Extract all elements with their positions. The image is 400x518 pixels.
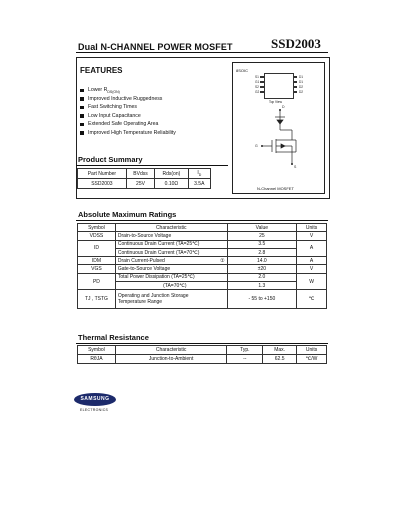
schematic-caption: N-Channel MOSFET xyxy=(257,186,294,191)
thermal-table xyxy=(77,345,327,364)
table-cell: - 55 to +150 xyxy=(227,290,297,309)
table-cell: VDSS xyxy=(78,232,116,240)
product-summary-table xyxy=(77,168,211,189)
table-header-cell: BVdss xyxy=(126,169,154,179)
table-cell: SSD2003 xyxy=(78,179,127,189)
table-header-cell: Characteristic xyxy=(115,224,227,232)
table-header-row xyxy=(78,346,327,355)
table-header-cell: Value xyxy=(227,224,297,232)
table-cell: Continuous Drain Current (TA=70℃) xyxy=(115,248,227,256)
table-header-cell: Part Number xyxy=(78,169,127,179)
table-cell: ℃ xyxy=(297,290,327,309)
pin-label: D1 xyxy=(299,80,304,84)
pin-label: S1 xyxy=(255,75,259,79)
table-cell: 25V xyxy=(126,179,154,189)
table-header-cell: Typ. xyxy=(227,346,263,355)
table-cell: 25 xyxy=(227,232,297,240)
table-cell: TJ , TSTG xyxy=(78,290,116,309)
table-cell: W xyxy=(297,273,327,290)
table-header-cell: $I_D$ xyxy=(188,169,210,179)
table-row xyxy=(78,248,327,256)
pin-label: G2 xyxy=(255,90,260,94)
table-header-cell: Symbol xyxy=(78,224,116,232)
feature-item: Low Input Capacitance xyxy=(80,112,176,121)
table-cell: 0.10Ω xyxy=(155,179,188,189)
table-header-cell: Units xyxy=(297,224,327,232)
table-row xyxy=(78,179,211,189)
table-header-row xyxy=(78,169,211,179)
part-number: SSD2003 xyxy=(271,36,321,51)
logo-subtext: ELECTRONICS xyxy=(80,408,109,412)
top-view-label: Top View xyxy=(269,100,282,104)
feature-item: Fast Switching Times xyxy=(80,103,176,112)
pin-label: D1 xyxy=(299,75,304,79)
table-cell: PD xyxy=(78,273,116,290)
abs-max-heading: Absolute Maximum Ratings xyxy=(78,210,177,219)
table-header-row xyxy=(78,224,327,232)
table-cell: Drain Current-Pulsed ① xyxy=(115,257,227,265)
feature-item: Improved High Temperature Reliability xyxy=(80,129,176,138)
table-cell: 14.0 xyxy=(227,257,297,265)
table-cell: Junction-to-Ambient xyxy=(115,355,227,364)
schematic-drain-label: D xyxy=(282,105,285,109)
table-cell: Drain-to-Source Voltage xyxy=(115,232,227,240)
logo-mark: SAMSUNG xyxy=(74,393,116,406)
pin-label: D2 xyxy=(299,90,304,94)
table-cell: VGS xyxy=(78,265,116,273)
table-cell: ID xyxy=(78,240,116,257)
table-row xyxy=(78,273,327,281)
table-cell: ℃/W xyxy=(297,355,327,364)
pin-label: D2 xyxy=(299,85,304,89)
table-cell: 62.5 xyxy=(263,355,297,364)
thermal-rule xyxy=(76,343,328,344)
abs-max-rule xyxy=(76,220,328,221)
table-cell: 3.5A xyxy=(188,179,210,189)
table-header-cell: Rds(on) xyxy=(155,169,188,179)
samsung-logo xyxy=(74,393,116,412)
table-header-cell: Symbol xyxy=(78,346,116,355)
pin-label: S2 xyxy=(255,85,259,89)
table-cell: 2.0 xyxy=(227,273,297,281)
schematic-source-label: S xyxy=(294,165,297,169)
product-summary-rule xyxy=(76,165,228,166)
feature-item: Extended Safe Operating Area xyxy=(80,120,176,129)
table-cell: 2.8 xyxy=(227,248,297,256)
table-row xyxy=(78,290,327,309)
table-cell: ±20 xyxy=(227,265,297,273)
table-cell: Operating and Junction Storage Temperature Range xyxy=(115,290,227,309)
table-cell: -- xyxy=(227,355,263,364)
table-header-cell: Max. xyxy=(263,346,297,355)
schematic-gate-label: G xyxy=(255,144,258,148)
table-header-cell: Units xyxy=(297,346,327,355)
table-cell: V xyxy=(297,265,327,273)
table-cell: 3.5 xyxy=(227,240,297,248)
table-cell: A xyxy=(297,240,327,257)
table-row xyxy=(78,355,327,364)
document-title: Dual N-CHANNEL POWER MOSFET xyxy=(78,42,233,52)
table-row xyxy=(78,282,327,290)
table-cell: IDM xyxy=(78,257,116,265)
product-summary-heading: Product Summary xyxy=(78,155,143,164)
feature-item: Improved Inductive Ruggedness xyxy=(80,95,176,104)
table-row xyxy=(78,265,327,273)
table-cell: A xyxy=(297,257,327,265)
package-label: 8SOIC xyxy=(236,68,249,73)
thermal-heading: Thermal Resistance xyxy=(78,333,149,342)
abs-max-table xyxy=(77,223,327,309)
table-cell: Continuous Drain Current (TA=25℃) xyxy=(115,240,227,248)
table-cell: 1.3 xyxy=(227,282,297,290)
table-row xyxy=(78,232,327,240)
table-cell: Gate-to-Source Voltage xyxy=(115,265,227,273)
table-header-cell: Characteristic xyxy=(115,346,227,355)
features-heading: FEATURES xyxy=(80,66,123,75)
pin-label: G1 xyxy=(255,80,260,84)
feature-item: Lower $R_{DS(ON)}$ xyxy=(80,86,176,95)
table-cell: V xyxy=(297,232,327,240)
table-row xyxy=(78,240,327,248)
table-cell: Total Power Dissipation (TA=25℃) xyxy=(115,273,227,281)
table-row xyxy=(78,257,327,265)
table-cell: (TA=70℃) xyxy=(115,282,227,290)
table-cell: RθJA xyxy=(78,355,116,364)
